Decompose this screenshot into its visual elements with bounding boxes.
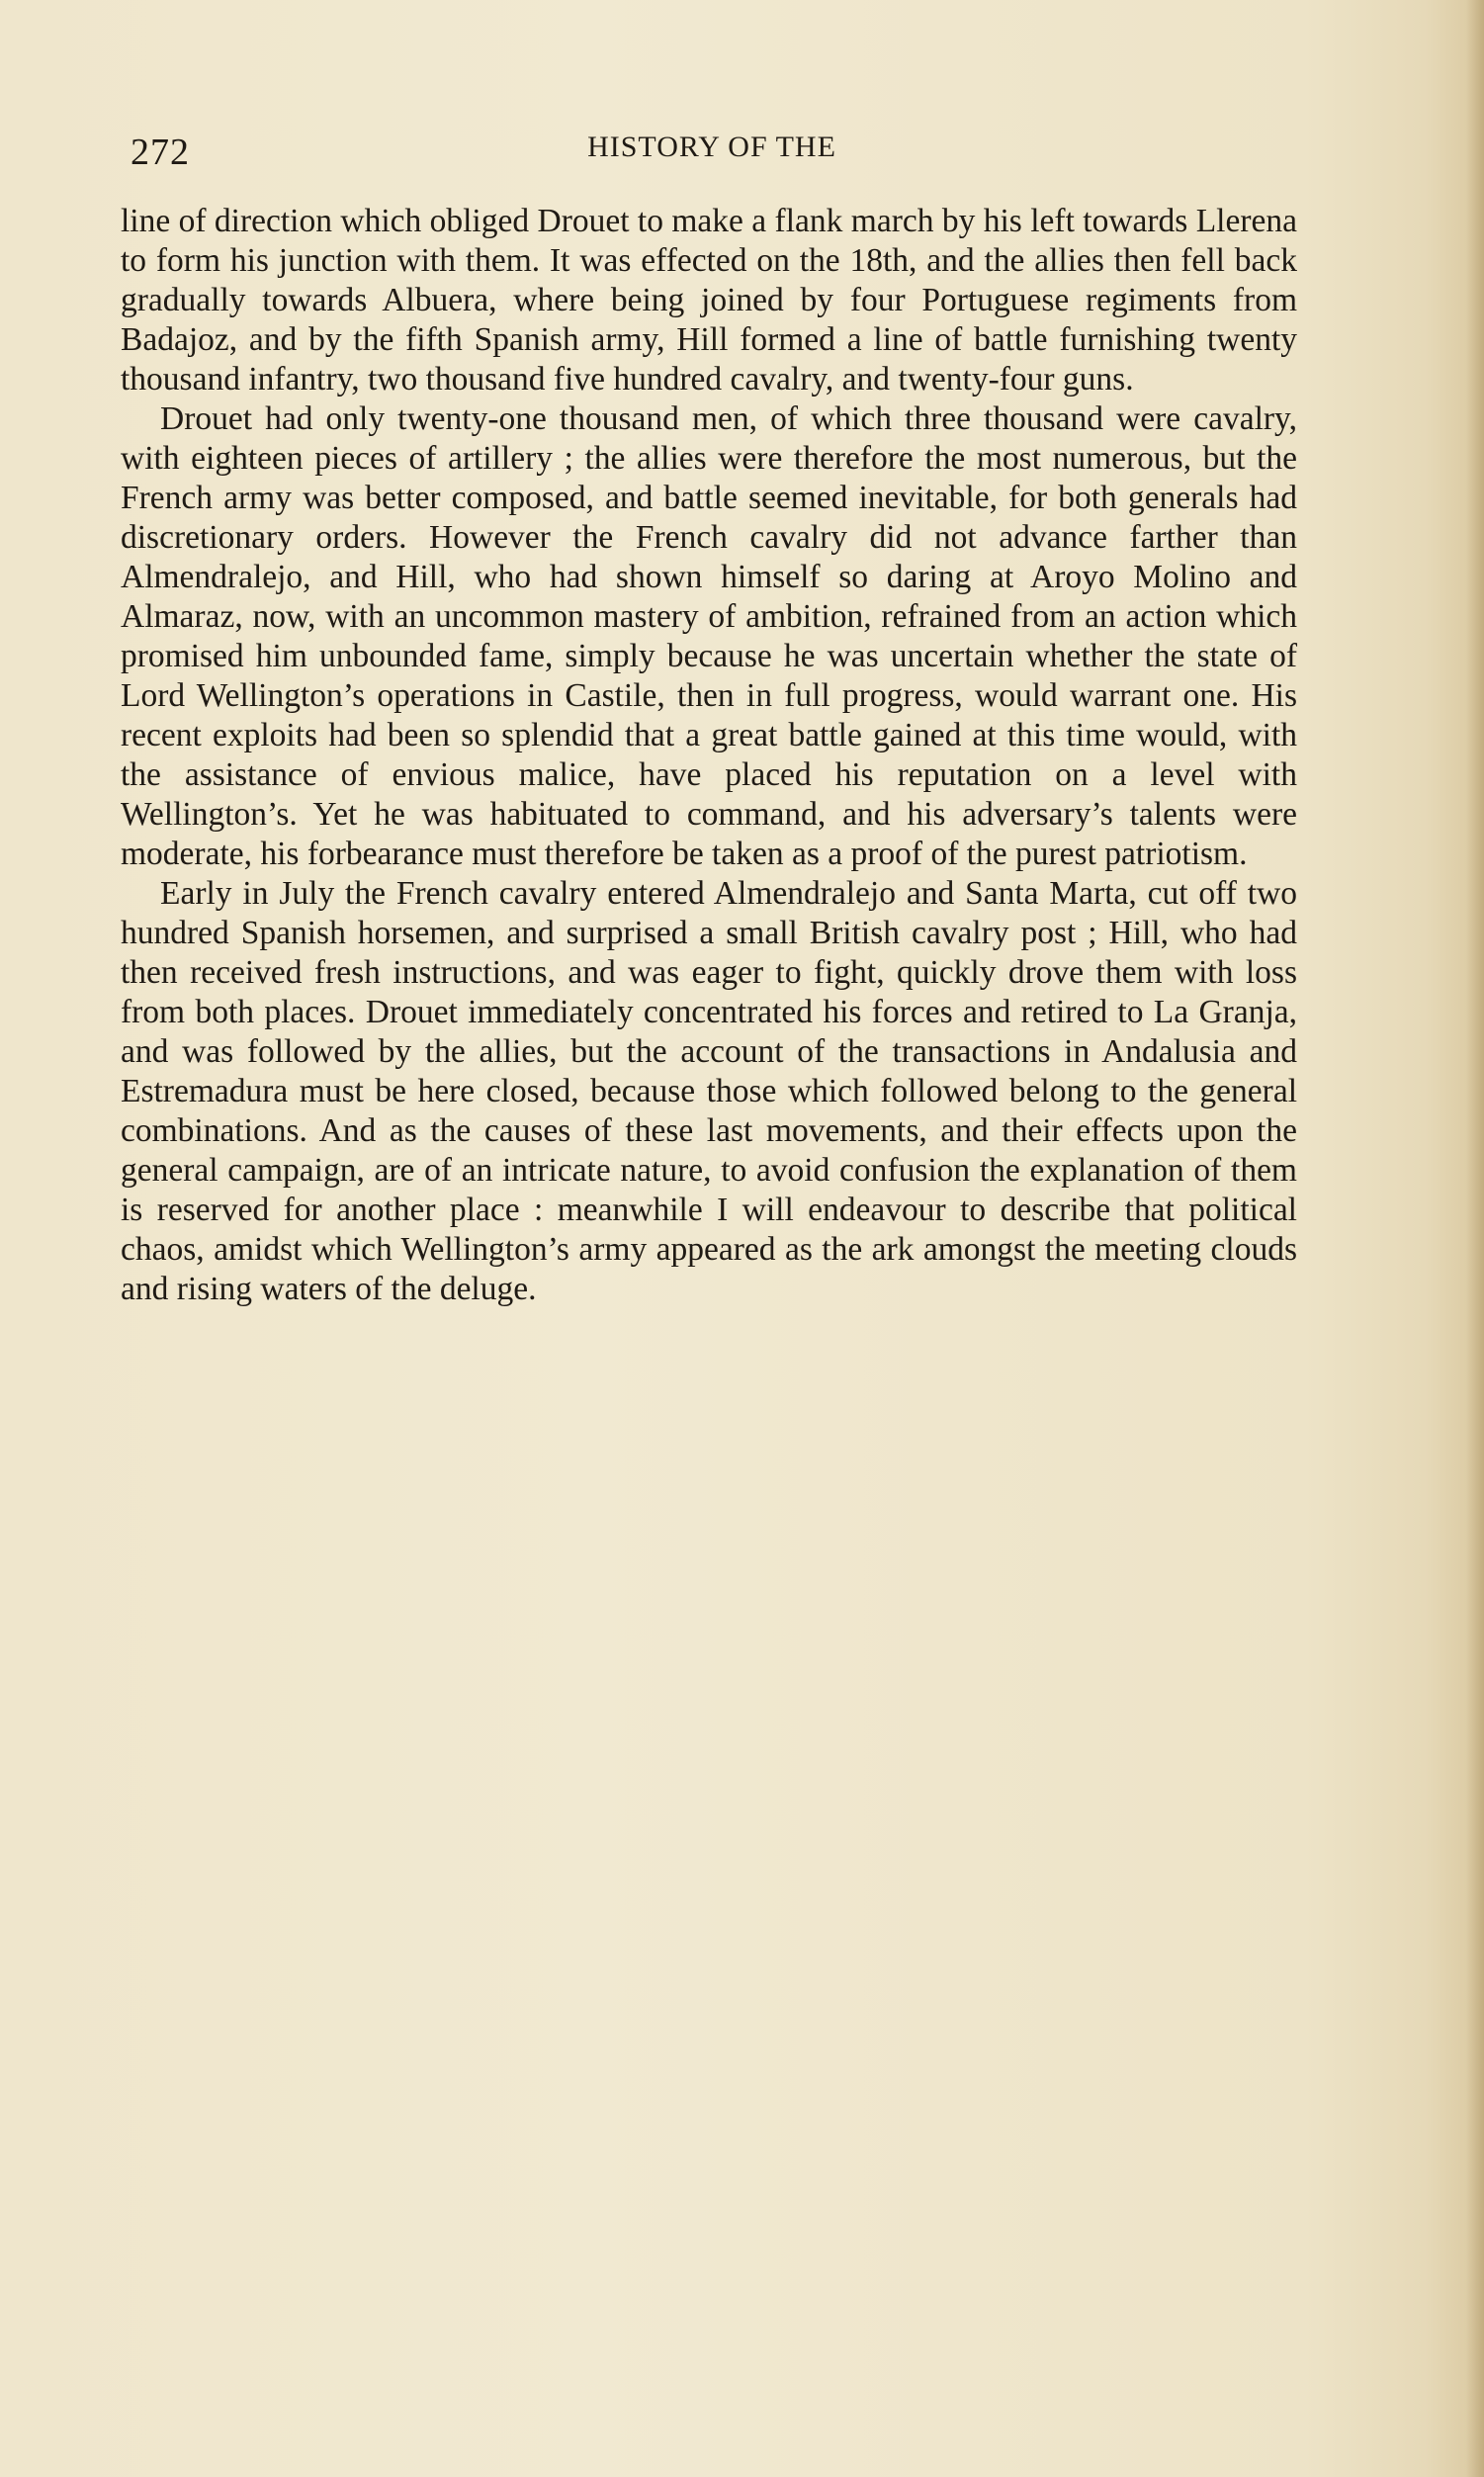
page-number: 272 [131, 132, 190, 173]
body-text [121, 202, 1297, 1309]
page-header [119, 127, 1305, 176]
paragraph-1: line of direction which obliged Drouet to make a flank march by his left towards Llerena to form his junction with them. It was effected on the 18th, and the allies then fell back gradually towards Albuera, where being joined by four Portuguese regiments from Badajoz, and by the fifth Spanish army, Hill formed a line of battle furnishing twenty thousand infantry, two thousand five hundred cavalry, and twenty-four guns. [121, 203, 1297, 398]
paragraph-2: Drouet had only twenty-one thousand men, of which three thousand were cavalry, with eighteen pieces of artillery ; the allies were therefore the most numerous, but the French army was better composed, and battle seemed inevitable, for both generals had discretionary orders. However the French cavalry did not advance farther than Almendralejo, and Hill, who had shown himself so daring at Aroyo Molino and Almaraz, now, with an uncommon mastery of ambition, refrained from an action which promised him unbounded fame, simply because he was uncertain whether the state of Lord Wellington’s operations in Castile, then in full progress, would warrant one. His recent exploits had been so splendid that a great battle gained at this time would, with the assistance of envious malice, have placed his reputation on a level with Wellington’s. Yet he was habituated to command, and his adversary’s talents were moderate, his forbearance must therefore be taken as a proof of the purest patriotism. [121, 400, 1297, 872]
paragraph-3: Early in July the French cavalry entered Almendralejo and Santa Marta, cut off two hundred Spanish horsemen, and surprised a small British cavalry post ; Hill, who had then received fresh instructions, and was eager to fight, quickly drove them with loss from both places. Drouet immediately concentrated his forces and retired to La Granja, and was followed by the allies, but the account of the transactions in Andalusia and Estremadura must be here closed, because those which followed belong to the general combinations. And as the causes of these last movements, and their effects upon the general campaign, are of an intricate nature, to avoid confusion the explanation of them is reserved for another place : meanwhile I will endeavour to describe that political chaos, amidst which Wellington’s army appeared as the ark amongst the meeting clouds and rising waters of the deluge. [121, 875, 1297, 1307]
page-edge-shadow [1466, 0, 1484, 2477]
running-head: HISTORY OF THE [587, 131, 836, 163]
